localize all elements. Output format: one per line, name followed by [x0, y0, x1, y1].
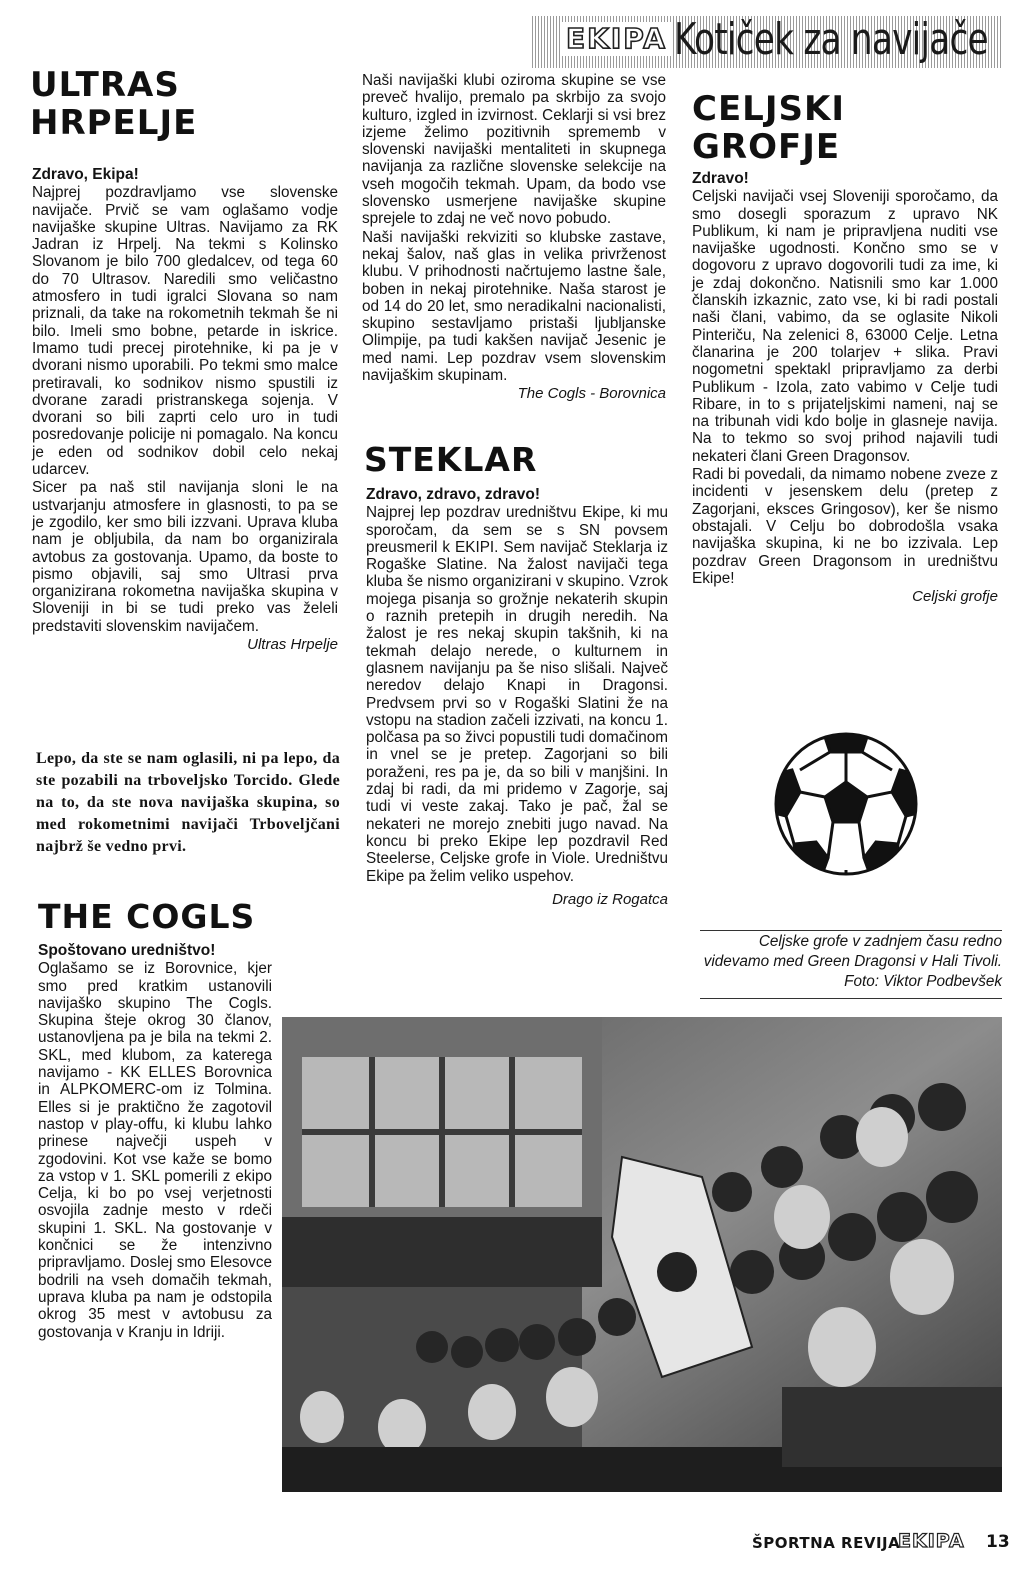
steklar-signature: Drago iz Rogatca [552, 890, 668, 908]
ultras-signature: Ultras Hrpelje [247, 636, 338, 654]
celjski-title [692, 90, 845, 166]
cogls-greeting: Spoštovano uredništvo! [38, 942, 216, 959]
ultras-letter [32, 166, 338, 654]
ultras-greeting: Zdravo, Ekipa! [32, 166, 139, 183]
fans-photo-image [282, 1017, 1002, 1492]
ultras-editor-reply: Lepo, da ste se nam oglasili, ni pa lepo, da ste pozabili na trboveljsko Torcido. Glede na to, da ste nova navijaška skupina, so med rokometnimi navijači Trboveljčani najbrž še vedno prvi. [36, 750, 340, 855]
footer-magazine-name: ŠPORTNA REVIJA [752, 1534, 901, 1552]
steklar-title: STEKLAR [364, 440, 538, 479]
ultras-body-2: Sicer pa naš stil navijanja sloni le na ustvarjanju atmosfere in glasnosti, to pa se je zgodilo, ker smo bili izzvani. Uprava kluba nam je obljubila, da nam bo organizirala avtobus za gostovanja. Upamo, da boste to pismo objavili, saj smo Ultrasi prva organizirana rokometna navijaška skupina v Sloveniji in bi se tudi preko vas želeli predstaviti slovenskim navijačem. [32, 479, 338, 635]
celjski-greeting: Zdravo! [692, 170, 749, 187]
football-icon [772, 730, 920, 878]
cogls-body: Oglašamo se iz Borovnice, kjer smo pred kratkim ustanovili navijaško skupino The Cogls. Skupina šteje okrog 30 članov, ustanovljena pa je bila na tekmi 2. SKL, med klubom, za katerega navijamo - KK ELLES Borovnica in ALPKOMERC-om iz Tolmina. Elles si je praktično že zagotovil nastop v play-offu, ki klubu lahko prinese največji uspeh v zgodovini. Kot vse kaže se bomo za vstop v 1. SKL pomerili z ekipo Celja, ki bo po vsej verjetnosti osvojila zadnje mesto v rdeči skupini 1. SKL. Na gostovanje v končnici se že intenzivno pripravljamo. Doslej smo Elesovce bodrili na vseh domačih tekmah, uprava kluba pa nam je odstopila okrog 35 mest v avtobusu za gostovanja v Kranju in Idriji. [38, 960, 272, 1341]
photo-caption: Celjske grofe v zadnjem času redno videvamo med Green Dragonsi v Hali Tivoli. Foto: Viktor Podbevšek [703, 933, 1002, 990]
ultras-title-line2: HRPELJE [30, 103, 198, 143]
steklar-greeting: Zdravo, zdravo, zdravo! [366, 486, 540, 503]
cogls-signature: The Cogls - Borovnica [517, 385, 666, 403]
cogls-letter [38, 942, 272, 1342]
cogls-body-2: Naši navijaški klubi oziroma skupine se vse preveč hvalijo, premalo pa skrbijo za svojo kulturo, izgled in izvirnost. Ceklarji si vsi brez izjeme želimo pozitivnih sprememb v slovenski navijaški mentaliteti in skupnega navijanja za različne slovenske selekcije na vseh mogočih tekmah. Upam, da bodo vse slovensko usmerjene navijaške skupine sprejele to zdaj ne več novo pobudo. [362, 72, 666, 228]
celjski-title-line1: CELJSKI [692, 89, 845, 129]
header-brand-logo: EKIPA [560, 22, 673, 56]
celjski-letter [692, 170, 998, 606]
fans-photo [282, 1017, 1002, 1492]
ultras-title [30, 66, 197, 142]
cogls-letter-continued [362, 72, 666, 404]
celjski-title-line2: GROFJE [692, 127, 841, 167]
footer-brand-logo: EKIPA [898, 1530, 965, 1552]
celjski-body: Celjski navijači vsej Sloveniji sporočamo, da smo dosegli sporazum z upravo NK Publikum, ki nam je pripravljena nuditi vse navijaške ugodnosti. Končno smo se v dogovoru z upravo dogovorili tudi za ime, ki je zdaj dokončno. Natisnili smo kar 1.000 članskih izkaznic, zato vse, ki bi radi postali naši člani, vabimo, da se oglasite Nikoli Pinteriču, Na zelenici 8, 63000 Celje. Letna članarina je 200 tolarjev + slika. Pravi nogometni spektakl pripravljamo za derbi Publikum - Izola, zato vabimo v Celje tudi Ribare, in to s prijateljskimi nameni, naj se na tribunah vidi kdo bolje in glasneje navija. Na to tekmo so svoj prihod najavili tudi nekateri člani Green Dragonsov. [692, 188, 998, 465]
steklar-body: Najprej lep pozdrav uredništvu Ekipe, ki mu sporočam, da sem se s SN povsem preusmeril k EKIPI. Sem navijač Steklarja iz Rogaške Slatine. Na žalost navijači tega kluba še nismo organizirani v skupino. Vzrok mojega pisanja so grožnje nekaterih skupin o raznih pretepih in drugih neredih. Na žalost je res nekaj skupin takšnih, ki na tekmah delajo nerede, o kulturnem in glasnem navijanju pa še niso slišali. Največ neredov delajo Knapi in Dragonsi. Predvsem prvi so v Rogaški Slatini že na vstopu na stadion začeli izzivati, na koncu 1. polčasa pa so živci popustili tudi domačinom in vnel se je pretep. Zagorjani so bili poraženi, res pa je, da so bili v manjšini. In zdaj bi radi, da mi pridemo v Zagorje, saj tudi vi veste zakaj. Tako je pač, žal se nekateri ne morejo znebiti jugo navad. Na koncu bi preko Ekipe lep pozdravil Red Steelerse, Celjske grofe in Viole. Uredništvu Ekipe pa želim veliko uspehov. [366, 504, 668, 885]
steklar-letter [366, 486, 668, 909]
caption-bottom-rule [700, 998, 1002, 999]
cogls-title: THE COGLS [38, 897, 256, 936]
caption-top-rule [700, 930, 1002, 931]
ultras-title-line1: ULTRAS [30, 65, 180, 105]
cogls-body-3: Naši navijaški rekviziti so klubske zastave, nekaj šalov, naš glas in velika privrženost klubu. V prihodnosti načrtujemo lastne šale, boben in nekaj pirotehnike. Naša starost je od 14 do 20 let, smo neradikalni nacionalisti, skupino sestavljamo pristaši ljubljanske Olimpije, pa tudi kakšen navijač Jesenic je med nami. Lep pozdrav vsem slovenskim navijaškim skupinam. [362, 228, 666, 385]
page-number: 13 [986, 1532, 1010, 1552]
section-title: Kotiček za navijače [674, 14, 988, 65]
celjski-body-2: Radi bi povedali, da nimamo nobene zveze z incidenti v jesenskem delu (pretep z Zagorjani, eksces Gringosov), ker še nismo obstajali. V Celju bo dobrodošla vsaka navijaška skupina, ki ne bo izzivala. Lep pozdrav Green Dragonsom in uredništvu Ekipe! [692, 466, 998, 587]
celjski-signature: Celjski grofje [912, 588, 998, 606]
ultras-body: Najprej pozdravljamo vse slovenske navijače. Prvič se vam oglašamo vodje navijaške skupine Ultras. Navijamo za RK Jadran iz Hrpelj. Na tekmi s Kolinsko Slovanom je bilo 700 gledalcev, od tega 60 do 70 Ultrasov. Naredili smo veličastno atmosfero in tudi igralci Slovana so nam priznali, da take na rokometnih tekmah še ni bilo. Imeli smo bobne, petarde in iskrice. Imamo tudi precej pirotehnike, ki pa je v dvorani nismo uporabili. Po tekmi smo malce pretiravali, ko sodnikov nismo spustili iz dvorane zaradi pristranskega sojenja. V dvorani so bili zaprti celo uro in tudi posredovanje policije ni pomagalo. Na koncu je eden od sodnikov dobil celo nekaj udarcev. [32, 184, 338, 479]
